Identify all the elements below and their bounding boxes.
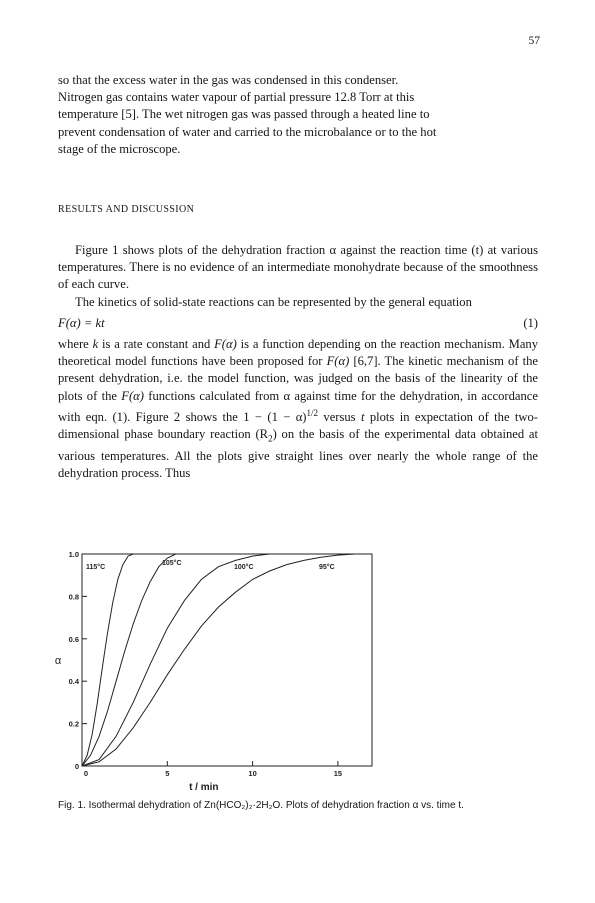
x-tick-label: 5: [165, 769, 170, 778]
figure-caption: Fig. 1. Isothermal dehydration of Zn(HCO₂)₂·2H₂O. Plots of dehydration fraction α vs. time t.: [58, 800, 464, 811]
p3-symbol-k: k: [92, 337, 99, 352]
p3-text-h: ) on the basis of the experimental data obtained at various temperatures. All the plots give straight lines over nearly the whole range of the dehydration process. Thus: [58, 427, 538, 481]
section-heading: RESULTS AND DISCUSSION: [58, 204, 195, 215]
series-line: [82, 554, 355, 766]
x-tick-label: 0: [83, 769, 89, 778]
p3-symbol-f1: F(α): [214, 337, 237, 352]
paragraph-3: [58, 336, 538, 482]
y-axis-label: α: [54, 655, 62, 668]
series-label: 100°C: [234, 564, 254, 571]
p3-symbol-f2: F(α): [326, 354, 350, 369]
series-label: 95°C: [319, 564, 335, 571]
y-tick-label: 0.6: [68, 634, 79, 644]
p3-symbol-f3: F(α): [121, 388, 144, 403]
series-label: 115°C: [86, 564, 106, 571]
paragraph-2: The kinetics of solid-state reactions can be represented by the general equation: [75, 294, 472, 309]
intro-line-5: stage of the microscope.: [58, 141, 181, 156]
equation-expression: F(α) = kt: [58, 315, 105, 330]
p3-text-e: functions calculated from α against time for the dehydration, in accordance with eqn. (1). Figure 2 shows the 1 − (1 − α): [58, 388, 538, 425]
intro-line-4: prevent condensation of water and carried to the microbalance or to the hot: [58, 124, 437, 139]
intro-line-1: so that the excess water in the gas was condensed in this condenser.: [58, 73, 399, 87]
body-text: [58, 242, 538, 482]
figure-1-chart: [50, 548, 380, 798]
p3-text-b: is a rate constant and: [98, 337, 215, 352]
y-tick-label: 1.0: [68, 550, 79, 559]
plot-frame: [82, 554, 372, 766]
page-number: 57: [528, 35, 540, 47]
intro-line-3: temperature [5]. The wet nitrogen gas was passed through a heated line to: [58, 107, 430, 122]
paragraph-1: Figure 1 shows plots of the dehydration fraction α against the reaction time (t) at various temperatures. There is no evidence of an intermediate monohydrate because of the smoothness of each curve.: [58, 243, 538, 292]
x-tick-label: 15: [333, 769, 343, 778]
equation-1: [58, 315, 538, 332]
p3-superscript: 1/2: [306, 407, 319, 418]
y-tick-label: 0: [74, 762, 79, 771]
paragraph-intro: [58, 72, 538, 158]
p3-text-d: [6,7]. The kinetic mechanism of the present dehydration, i.e. the model function, was judged on the basis of the linearity of the plots of the: [58, 354, 538, 403]
p3-subscript: 2: [268, 433, 273, 444]
series-line: [82, 554, 270, 766]
equation-number: (1): [523, 315, 538, 330]
p3-text-c: is a function depending on the reaction mechanism. Many theoretical model functions have been proposed for: [58, 337, 538, 369]
x-axis-label: t / min: [189, 782, 219, 793]
p3-symbol-t: t: [360, 410, 365, 425]
p3-text-f: versus: [318, 410, 361, 425]
series-label: 105°C: [162, 560, 182, 567]
dehydration-chart-svg: [50, 548, 380, 798]
p3-text-g: plots in expectation of the two-dimensional phase boundary reaction (R: [58, 410, 539, 442]
x-tick-label: 10: [248, 769, 257, 778]
y-tick-label: 0.2: [68, 719, 79, 729]
series-line: [82, 554, 176, 766]
y-tick-label: 0.4: [68, 677, 79, 687]
series-line: [82, 554, 133, 766]
intro-line-2: Nitrogen gas contains water vapour of partial pressure 12.8 Torr at this: [58, 90, 415, 105]
p3-text-a: where: [58, 337, 93, 352]
y-tick-label: 0.8: [68, 592, 79, 602]
